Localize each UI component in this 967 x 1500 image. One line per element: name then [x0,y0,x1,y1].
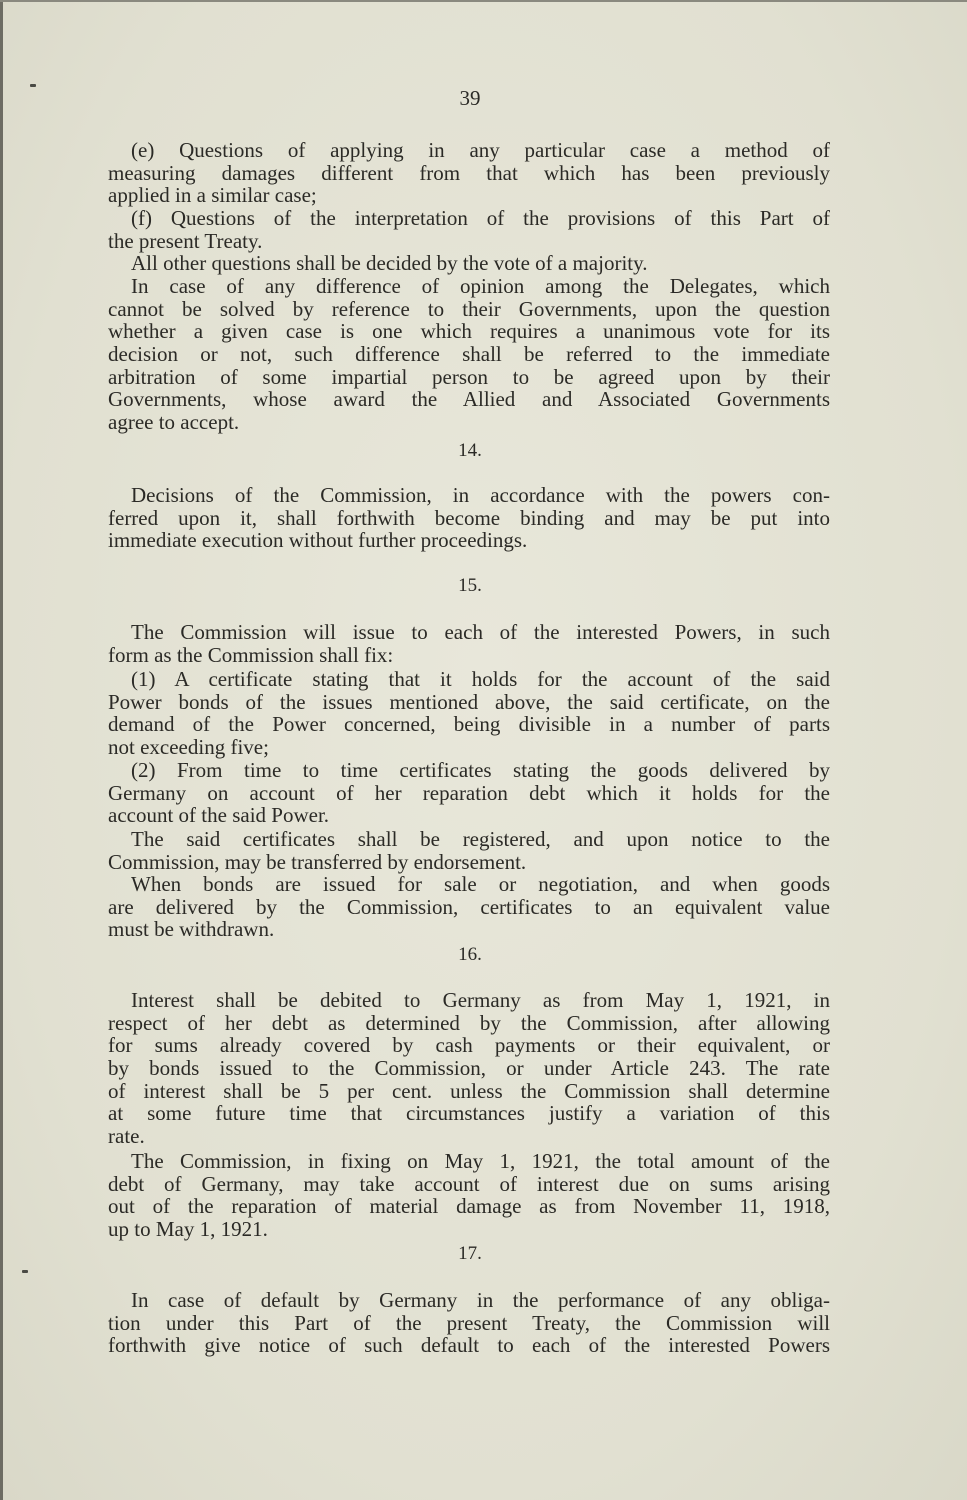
text-line: The Commission, in fixing on May 1, 1921, the total amount of the [131,1149,830,1173]
text-line: not exceeding five; [108,735,269,760]
text-line: measuring damages different from that which has been previously [108,160,830,185]
text-line: forthwith give notice of such default to each of the interested Powers [108,1333,830,1358]
text-line: of interest shall be 5 per cent. unless the Commission shall determine [108,1078,830,1103]
text-line: debt of Germany, may take account of interest due on sums arising [108,1171,830,1196]
text-line: cannot be solved by reference to their Governments, upon the question [108,296,830,321]
text-line: tion under this Part of the present Treaty, the Commission will [108,1310,830,1335]
section-heading-14: 14. [458,440,482,461]
text-line: Commission, may be transferred by endorsement. [108,849,527,874]
text-line: up to May 1, 1921. [108,1217,268,1242]
text-line: Germany on account of her reparation debt which it holds for the [108,780,830,805]
text-line: In case of any difference of opinion among the Delegates, which [131,274,830,298]
paragraph-majority [108,252,830,275]
text-line: decision or not, such difference shall be referred to the immediate [108,342,830,367]
page-number: 39 [459,86,481,110]
paragraph-decisions [108,484,830,552]
page-edge [0,0,3,1500]
paragraph-f [108,207,830,252]
text-line: at some future time that circumstances justify a variation of this [108,1101,830,1126]
margin-mark [22,1270,28,1273]
paragraph-fixing [108,1150,830,1241]
paragraph-e [108,139,830,207]
text-line: form as the Commission shall fix: [108,642,394,667]
text-line: Interest shall be debited to Germany as from May 1, 1921, in [131,988,830,1012]
text-line: whether a given case is one which requires a unanimous vote for its [108,319,830,344]
text-line: Governments, whose award the Allied and Associated Governments [108,387,830,412]
text-line: The said certificates shall be registered, and upon notice to the [131,827,830,851]
text-line: demand of the Power concerned, being divisible in a number of parts [108,712,830,737]
text-line: are delivered by the Commission, certificates to an equivalent value [108,894,830,919]
section-heading-17: 17. [458,1243,482,1264]
text-line: must be withdrawn. [108,917,275,942]
paragraph-bonds [108,873,830,941]
text-line: (e) Questions of applying in any particular case a method of [131,138,830,162]
text-line: All other questions shall be decided by the vote of a majority. [131,251,648,275]
text-line: (f) Questions of the interpretation of the provisions of this Part of [131,206,830,230]
text-line: applied in a similar case; [108,183,317,208]
paragraph-item-1 [108,668,830,759]
text-line: (2) From time to time certificates stating the goods delivered by [131,758,830,782]
paragraph-interest [108,989,830,1148]
text-line: ferred upon it, shall forthwith become binding and may be put into [108,505,830,530]
paragraph-difference [108,275,830,434]
paragraph-item-2 [108,759,830,827]
text-line: agree to accept. [108,410,240,435]
text-line: Power bonds of the issues mentioned above, the said certificate, on the [108,689,830,714]
text-line: for sums already covered by cash payments or their equivalent, or [108,1033,830,1058]
text-line: arbitration of some impartial person to be agreed upon by their [108,364,830,389]
paragraph-default [108,1289,830,1357]
text-line: account of the said Power. [108,803,330,828]
text-line: rate. [108,1124,145,1149]
page-top-edge [0,0,967,2]
text-line: Decisions of the Commission, in accordance with the powers con- [131,483,830,507]
text-line: by bonds issued to the Commission, or under Article 243. The rate [108,1056,830,1081]
text-line: (1) A certificate stating that it holds for the account of the said [131,667,830,691]
section-heading-16: 16. [458,944,482,965]
text-line: respect of her debt as determined by the Commission, after allowing [108,1010,830,1035]
margin-mark [30,84,36,87]
text-line: When bonds are issued for sale or negotiation, and when goods [131,872,830,896]
paragraph-issue [108,621,830,666]
text-line: immediate execution without further proceedings. [108,528,528,553]
paragraph-registered [108,828,830,873]
text-line: out of the reparation of material damage as from November 11, 1918, [108,1194,830,1219]
text-line: The Commission will issue to each of the interested Powers, in such [131,620,830,644]
text-line: In case of default by Germany in the performance of any obliga- [131,1288,830,1312]
section-heading-15: 15. [458,575,482,596]
text-line: the present Treaty. [108,228,263,253]
